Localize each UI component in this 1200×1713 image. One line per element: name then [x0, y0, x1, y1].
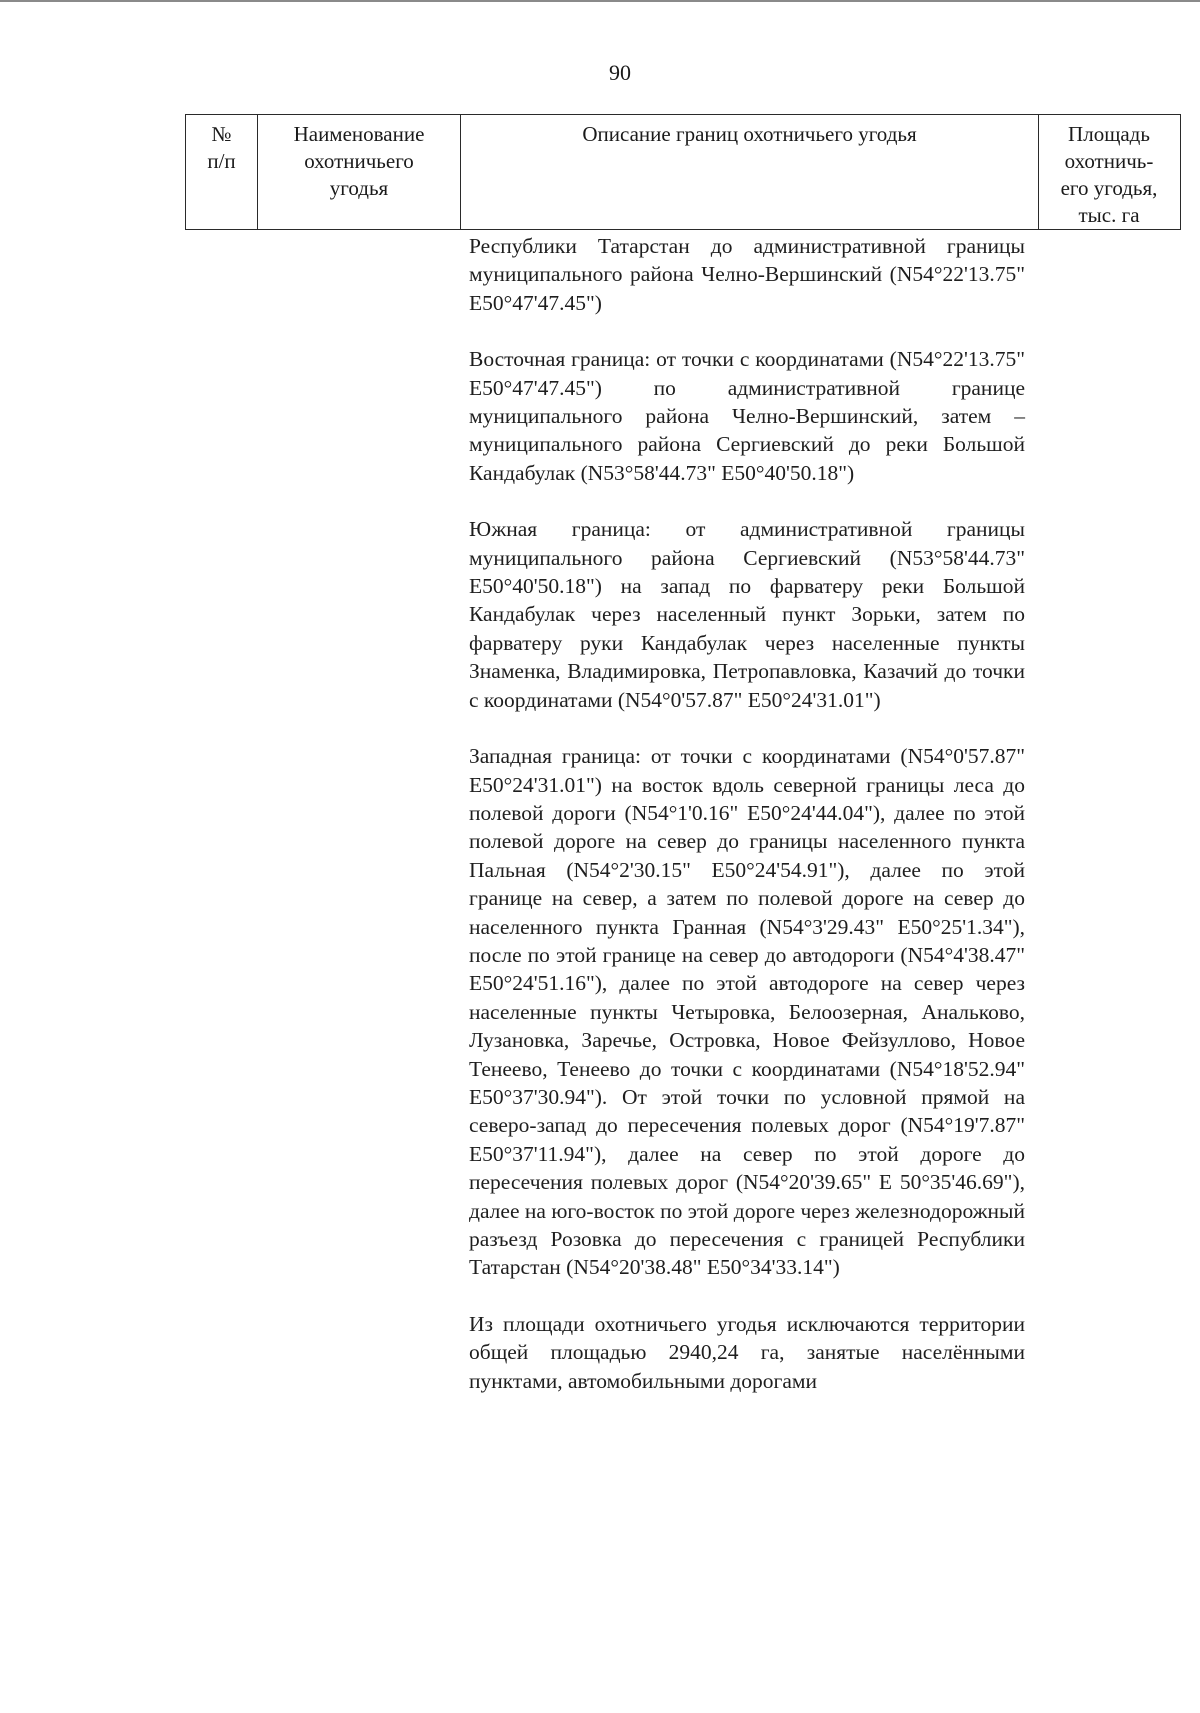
header-cell-name: Наименование охотничьего угодья	[257, 115, 460, 229]
header-cell-description: Описание границ охотничьего угодья	[460, 115, 1038, 229]
boundary-description	[469, 232, 1025, 1395]
paragraph-south-boundary: Южная граница: от административной границы муниципального района Сергиевский (N53°58'44.73" E50°40'50.18") на запад по фарватеру реки Большой Кандабулак через населенный пункт Зорьки, затем по фарватеру руки Кандабулак через населенные пункты Знаменка, Владимировка, Петропавловка, Казачий до точки с координатами (N54°0'57.87" E50°24'31.01")	[469, 517, 1025, 712]
paragraph-excluded-areas: Из площади охотничьего угодья исключаются территории общей площадью 2940,24 га, занятые населёнными пунктами, автомобильными дорогами	[469, 1311, 1025, 1393]
paragraph-north-continuation: Республики Татарстан до административной границы муниципального района Челно-Вершинский (N54°22'13.75" E50°47'47.45")	[469, 234, 1025, 315]
table-header	[185, 114, 1181, 230]
header-cell-number: № п/п	[207, 122, 236, 173]
header-cell-area: Площадь охотничь- его угодья, тыс. га	[1038, 115, 1179, 229]
top-border-line	[0, 0, 1200, 2]
paragraph-east-boundary: Восточная граница: от точки с координатами (N54°22'13.75" E50°47'47.45") по административной границе муниципального района Челно-Вершинский, затем – муниципального района Сергиевский до реки Большой Кандабулак (N53°58'44.73" E50°40'50.18")	[469, 347, 1025, 485]
paragraph-west-boundary: Западная граница: от точки с координатами (N54°0'57.87" E50°24'31.01") на восток вдоль северной границы леса до полевой дороги (N54°1'0.16" E50°24'44.04"), далее по этой полевой дороге на север до границы населенного пункта Пальная (N54°2'30.15" E50°24'54.91"), далее по этой границе на север, а затем по полевой дороге на север до населенного пункта Гранная (N54°3'29.43" E50°25'1.34"), после по этой границе на север до автодороги (N54°4'38.47" E50°24'51.16"), далее по этой автодороге на север через населенные пункты Четыровка, Белоозерная, Анальково, Лузановка, Заречье, Островка, Новое Фейзуллово, Новое Тенеево, Тенеево до точки с координатами (N54°18'52.94" E50°37'30.94"). От этой точки по условной прямой на северо-запад до пересечения полевых дорог (N54°19'7.87" E50°37'11.94"), далее на север по этой дороге до пересечения полевых дорог (N54°20'39.65" E 50°35'46.69"), далее на юго-восток по этой дороге через железнодорожный разъезд Розовка до пересечения с границей Республики Татарстан (N54°20'38.48" E50°34'33.14")	[469, 744, 1025, 1280]
page-number: 90	[609, 60, 631, 85]
